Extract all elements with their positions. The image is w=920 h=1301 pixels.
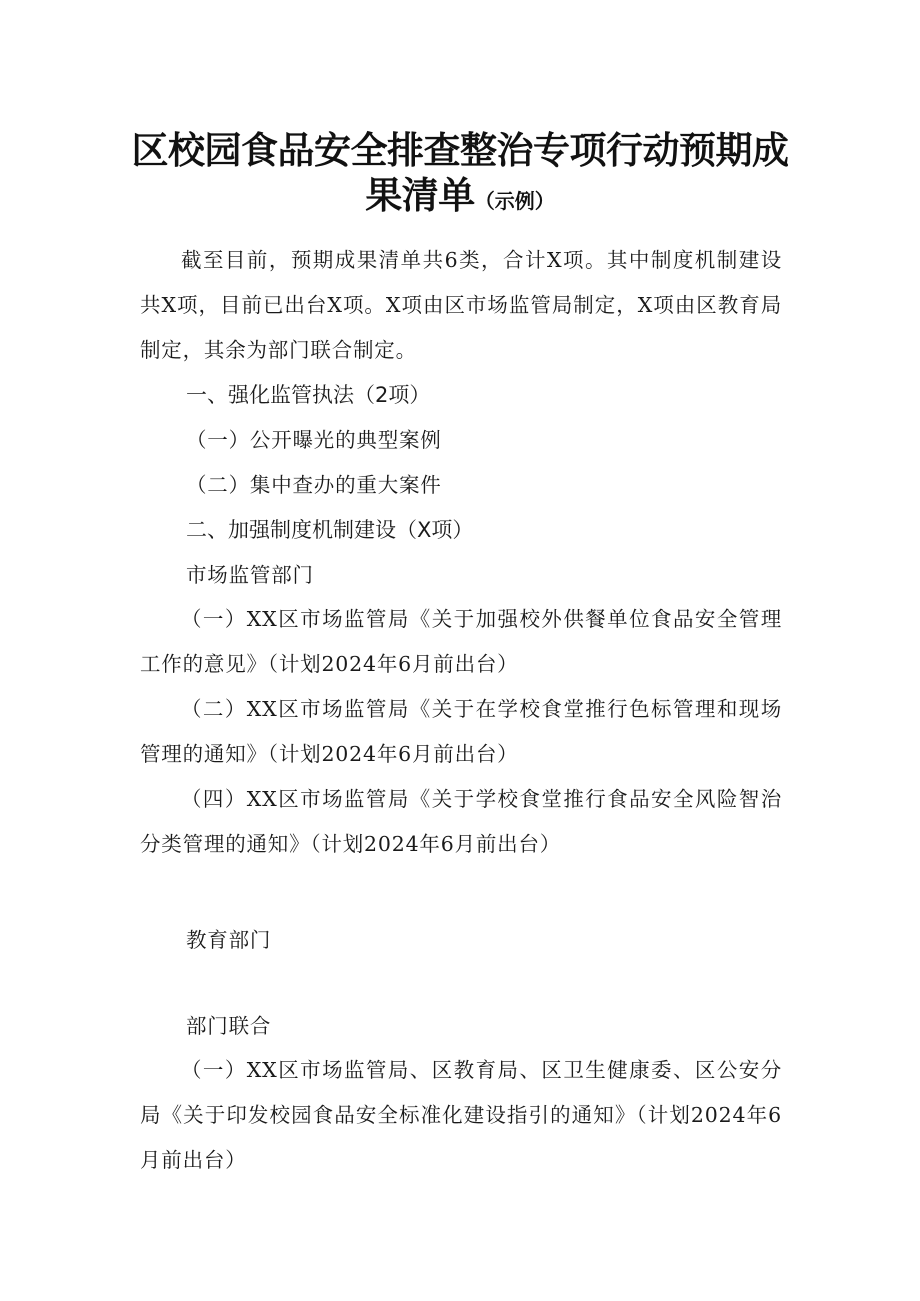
intro-paragraph: 截至目前，预期成果清单共6类，合计X项。其中制度机制建设共X项，目前已出台X项。X项由区市场监管局制定，X项由区教育局制定，其余为部门联合制定。 <box>140 248 782 362</box>
section2-heading: 二、加强制度机制建设（X项） <box>186 518 474 542</box>
market-item-1: （一）XX区市场监管局《关于加强校外供餐单位食品安全管理工作的意见》（计划2024年6月前出台） <box>140 607 782 676</box>
group-joint-label: 部门联合 <box>186 1014 272 1038</box>
market-item-2: （二）XX区市场监管局《关于在学校食堂推行色标管理和现场管理的通知》（计划2024年6月前出台） <box>140 697 782 766</box>
group-market-label: 市场监管部门 <box>186 563 314 587</box>
section1-item-2: （二）集中查办的重大案件 <box>186 473 442 497</box>
document-title-main: 果清单 <box>365 174 475 217</box>
section1-item-1: （一）公开曝光的典型案例 <box>186 428 442 452</box>
market-item-3: （四）XX区市场监管局《关于学校食堂推行食品安全风险智治分类管理的通知》（计划2024年6月前出台） <box>140 787 782 856</box>
joint-item-1: （一）XX区市场监管局、区教育局、区卫生健康委、区公安分局《关于印发校园食品安全标准化建设指引的通知》（计划2024年6月前出台） <box>140 1058 782 1172</box>
group-education-label: 教育部门 <box>186 928 272 952</box>
document-title-line1: 区校园食品安全排查整治专项行动预期成 <box>131 129 789 172</box>
document-title-line2 <box>0 165 920 219</box>
document-title-suffix: （示例） <box>474 189 555 213</box>
section1-heading: 一、强化监管执法（2项） <box>186 383 431 407</box>
